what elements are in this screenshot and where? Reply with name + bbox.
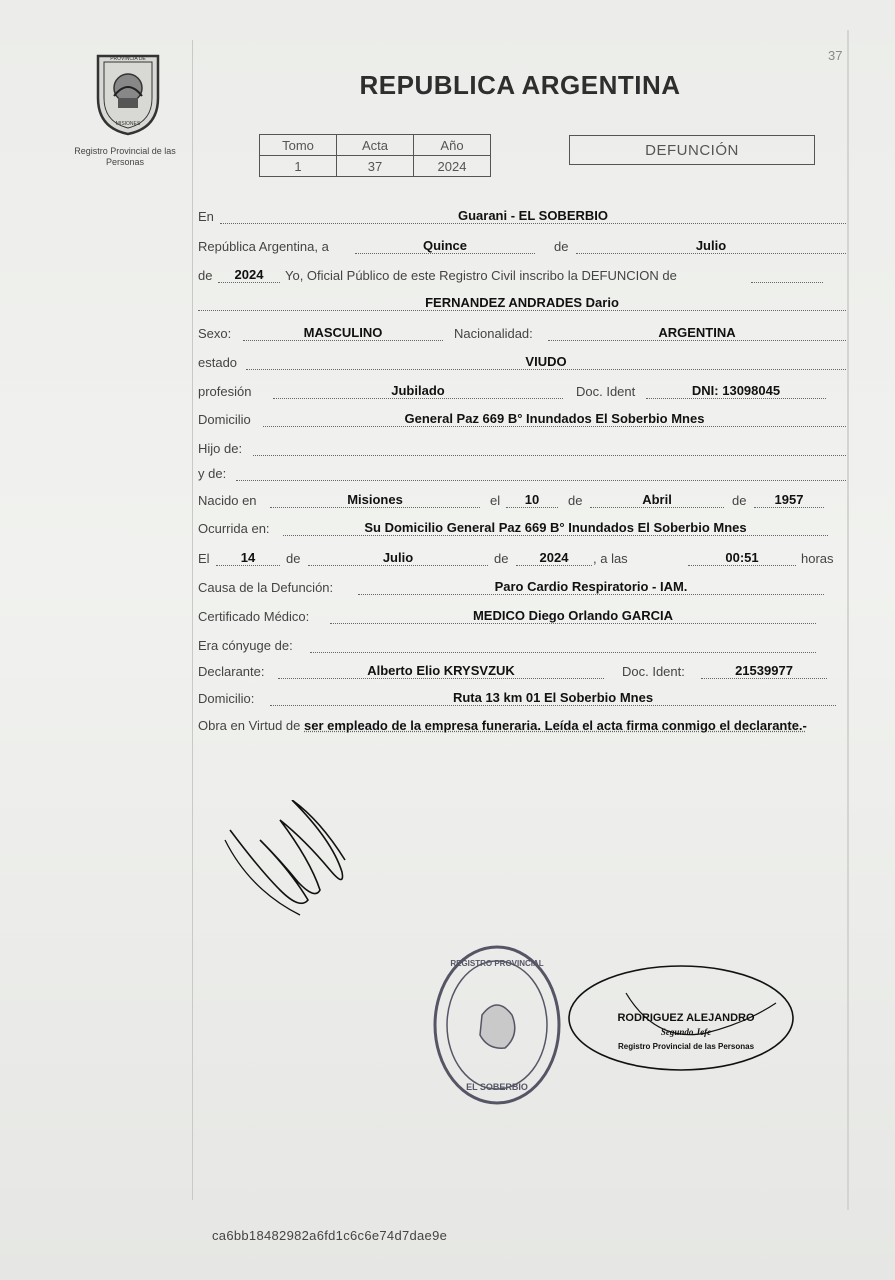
row-republica (198, 234, 848, 258)
row-anio (198, 263, 848, 287)
declarante-label: Declarante: (198, 664, 265, 679)
row-declarante (198, 659, 848, 683)
nacido-de2-label: de (732, 493, 747, 508)
row-en (198, 204, 848, 228)
svg-text:MISIONES: MISIONES (115, 121, 141, 127)
official-signature-stamp (566, 963, 806, 1078)
row-ocurrida (198, 516, 848, 540)
registry-label: Registro Provincial de las Personas (74, 146, 176, 167)
nacido-mes: Abril (590, 493, 724, 508)
domicilio2-label: Domicilio: (198, 691, 255, 706)
estado-value: VIUDO (246, 355, 846, 370)
domicilio-value: General Paz 669 B° Inundados El Soberbio Mnes (263, 412, 846, 427)
en-value: Guarani - EL SOBERBIO (220, 209, 846, 224)
doc-label: Doc. Ident (576, 384, 636, 399)
en-label: En (198, 209, 214, 224)
tomo-header: Tomo (260, 135, 337, 156)
mes: Julio (576, 239, 846, 254)
profesion-label: profesión (198, 384, 252, 399)
row-hijo (198, 436, 848, 460)
row-causa (198, 575, 848, 599)
province-seal-icon (88, 48, 168, 136)
doc2-label: Doc. Ident: (622, 664, 685, 679)
svg-text:REGISTRO PROVINCIAL: REGISTRO PROVINCIAL (450, 959, 544, 968)
margin-line (192, 40, 193, 1200)
record-table (259, 134, 491, 177)
row-sexo (198, 321, 848, 345)
intro-blank (751, 268, 823, 283)
horas-label: horas (801, 551, 834, 566)
anio-value: 2024 (414, 156, 491, 177)
def-de-label: de (286, 551, 301, 566)
yde-label: y de: (198, 466, 227, 481)
nacionalidad-label: Nacionalidad: (454, 326, 533, 341)
profesion-value: Jubilado (273, 384, 563, 399)
anio-header: Año (414, 135, 491, 156)
row-conyuge (198, 633, 848, 657)
svg-text:Segundo Jefe: Segundo Jefe (660, 1027, 712, 1037)
def-dia: 14 (216, 551, 280, 566)
svg-text:PROVINCIA DE: PROVINCIA DE (110, 56, 146, 62)
nacido-lugar: Misiones (270, 493, 480, 508)
row-domicilio2 (198, 686, 848, 710)
ocurrida-label: Ocurrida en: (198, 521, 270, 536)
el2-label: El (198, 551, 210, 566)
acta-value: 37 (337, 156, 414, 177)
nacido-label: Nacido en (198, 493, 257, 508)
nacido-anio: 1957 (754, 493, 824, 508)
difunto-name: FERNANDEZ ANDRADES Dario (198, 296, 846, 311)
cert-label: Certificado Médico: (198, 609, 310, 624)
row-certificado (198, 604, 848, 628)
hijo-label: Hijo de: (198, 441, 243, 456)
sexo-label: Sexo: (198, 326, 232, 341)
de2-label: de (198, 268, 213, 283)
causa-label: Causa de la Defunción: (198, 580, 334, 595)
document-hash: ca6bb18482982a6fd1c6c6e74d7dae9e (212, 1228, 448, 1243)
tomo-value: 1 (260, 156, 337, 177)
conyuge-label: Era cónyuge de: (198, 638, 293, 653)
sexo-value: MASCULINO (243, 326, 443, 341)
def-de2-label: de (494, 551, 509, 566)
obra-value: ser empleado de la empresa funeraria. Leída el acta firma conmigo el declarante.- (304, 718, 807, 733)
round-stamp-icon (430, 940, 565, 1110)
acta-header: Acta (337, 135, 414, 156)
dia-letras: Quince (355, 239, 535, 254)
declarante-signature (220, 800, 360, 930)
svg-text:Registro Provincial de las Per: Registro Provincial de las Personas (617, 1042, 755, 1051)
de-label: de (554, 239, 569, 254)
row-yde (198, 461, 848, 485)
el-label: el (490, 493, 501, 508)
cert-value: MEDICO Diego Orlando GARCIA (330, 609, 816, 624)
doc2-value: 21539977 (701, 664, 827, 679)
row-difunto (198, 291, 848, 315)
yde-value (236, 466, 846, 481)
domicilio2-value: Ruta 13 km 01 El Soberbio Mnes (270, 691, 836, 706)
nacido-de-label: de (568, 493, 583, 508)
anio: 2024 (218, 268, 280, 283)
republica-label: República Argentina, a (198, 239, 329, 254)
nacido-dia: 10 (506, 493, 558, 508)
row-fecha-defuncion (198, 546, 848, 570)
causa-value: Paro Cardio Respiratorio - IAM. (358, 580, 824, 595)
obra-paragraph (198, 716, 848, 735)
def-anio: 2024 (516, 551, 592, 566)
declarante-value: Alberto Elio KRYSVZUK (278, 664, 604, 679)
document-title: REPUBLICA ARGENTINA (359, 70, 681, 100)
intro-text: Yo, Oficial Público de este Registro Civil inscribo la DEFUNCION de (285, 268, 677, 283)
ocurrida-value: Su Domicilio General Paz 669 B° Inundados El Soberbio Mnes (283, 521, 828, 536)
row-domicilio (198, 407, 848, 431)
doc-value: DNI: 13098045 (646, 384, 826, 399)
row-nacido (198, 488, 848, 512)
row-profesion (198, 379, 848, 403)
row-estado (198, 350, 848, 374)
nacionalidad-value: ARGENTINA (548, 326, 846, 341)
domicilio-label: Domicilio (198, 412, 251, 427)
svg-text:EL SOBERBIO: EL SOBERBIO (466, 1082, 528, 1092)
def-mes: Julio (308, 551, 488, 566)
record-type-box: DEFUNCIÓN (569, 135, 815, 165)
obra-label: Obra en Virtud de (198, 718, 301, 733)
svg-text:RODRIGUEZ ALEJANDRO: RODRIGUEZ ALEJANDRO (617, 1012, 755, 1024)
conyuge-value (310, 638, 816, 653)
hora: 00:51 (688, 551, 796, 566)
page-number: 37 (828, 48, 843, 63)
estado-label: estado (198, 355, 238, 370)
alas-label: , a las (593, 551, 628, 566)
hijo-value (253, 441, 846, 456)
